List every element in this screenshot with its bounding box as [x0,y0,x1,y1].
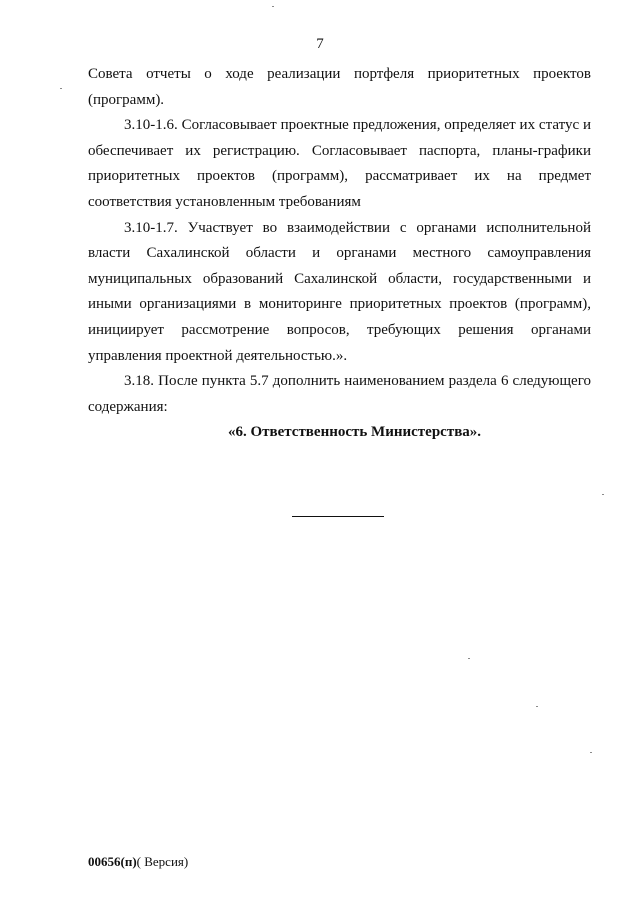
scan-speck [590,752,592,753]
page-number: 7 [316,36,324,52]
footer-version: ( Версия) [136,854,189,869]
scan-speck [272,6,274,7]
footer-code-number: 00656(п) [88,854,137,869]
footer-document-code [88,854,188,870]
closing-rule [292,516,384,517]
scan-speck [536,706,538,707]
scan-speck [60,88,62,89]
scan-speck [468,658,470,659]
scan-speck [602,494,604,495]
paragraph-3-18: 3.18. После пункта 5.7 дополнить наименованием раздела 6 следующего содержания: [88,373,591,415]
paragraph-3-10-1-6: 3.10-1.6. Согласовывает проектные предложения, определяет их статус и обеспечивает их регистрацию. Согласовывает паспорта, планы-графики приоритетных проектов (программ), рассматривает их на предмет соответствия установленным требованиям [88,117,591,210]
paragraph-continuation: Совета отчеты о ходе реализации портфеля приоритетных проектов (программ). [88,66,591,108]
paragraph-3-10-1-7: 3.10-1.7. Участвует во взаимодействии с органами исполнительной власти Сахалинской области и органами местного самоуправления муниципальных образований Сахалинской области, государственными и иными организациями в мониторинге приоритетных проектов (программ), инициирует рассмотрение вопросов, требующих решения органами управления проектной деятельностью.». [88,219,591,364]
section-heading: «6. Ответственность Министерства». [227,424,482,441]
document-body [88,62,591,446]
